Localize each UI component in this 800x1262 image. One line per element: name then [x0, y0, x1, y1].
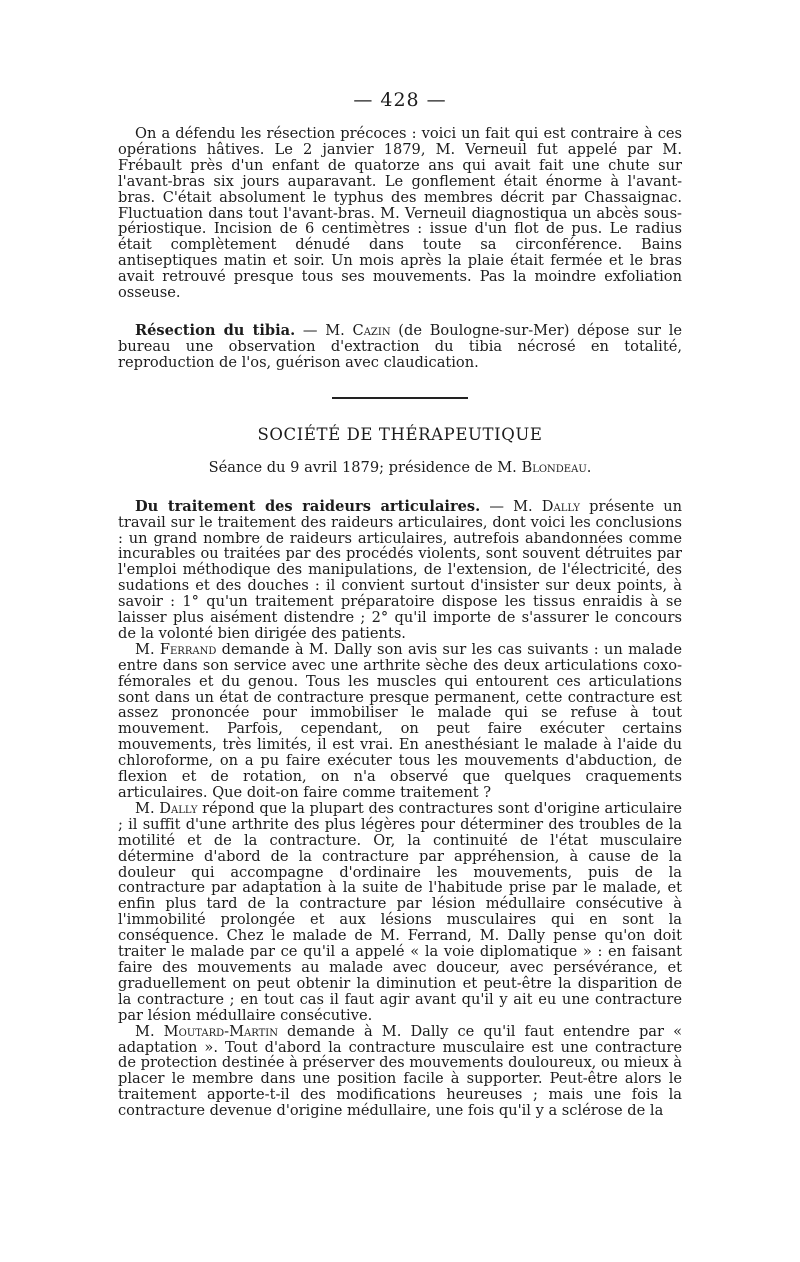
moutard-martin-text: demande à M. Dally ce qu'il faut entendre par « adaptation ». Tout d'abord la contracture musculaire est une contracture de protection destinée à préserver des mouvements douloureux, ou mieux à placer le membre dans une position facile à supporter. Peut-être alors le traitement apporte-t-il des modifications heureuses ; mais une fois la contracture devenue d'origine médullaire, une fois qu'il y a sclérose de la — [118, 1022, 682, 1120]
ferrand-name: Ferrand — [159, 640, 217, 658]
session-line — [118, 459, 682, 477]
dally-reply-prefix: M. — [135, 799, 160, 817]
page-number: — 428 — — [353, 89, 447, 111]
tibia-author-name: Cazin — [352, 321, 391, 339]
stiffness-treatment-paragraph — [118, 499, 682, 642]
tibia-resection-heading: Résection du tibia. — [135, 321, 296, 339]
paragraph-gap — [118, 301, 682, 323]
session-suffix: . — [586, 458, 592, 476]
moutard-martin-paragraph — [118, 1024, 682, 1119]
tibia-resection-text: (de Boulogne-sur-Mer) dépose sur le bureau une observation d'extraction du tibia nécrosé en totalité, reproduction de l'os, guérison avec claudication. — [118, 321, 683, 371]
section-title: SOCIÉTÉ DE THÉRAPEUTIQUE — [257, 424, 543, 444]
book-page — [118, 88, 682, 1119]
tibia-dash: — M. — [295, 321, 353, 339]
dally-reply-name: Dally — [159, 799, 198, 817]
ferrand-prefix: M. — [135, 640, 160, 658]
moutard-prefix: M. — [135, 1022, 164, 1040]
ferrand-question-text: demande à M. Dally son avis sur les cas suivants : un malade entre dans son service avec une arthrite sèche des deux articulations coxo-fémorales et du genou. Tous les muscles qui entourent ces articulations sont dans un état de contracture presque permanent, cette contracture est assez prononcée pour immobiliser le malade qui se refuse à tout mouvement. Parfois, cependant, on peut faire exécuter certains mouvements, très limités, il est vrai. En anesthésiant le malade à l'aide du chloroforme, on a pu faire exécuter tous les mouvements d'abduction, de flexion et de rotation, on n'a observé que quelques craquements articulaires. Que doit-on faire comme traitement ? — [118, 640, 682, 801]
stiffness-treatment-heading: Du traitement des raideurs articulaires. — [135, 497, 481, 515]
session-president: Blondeau — [521, 458, 587, 476]
tibia-resection-paragraph — [118, 323, 682, 371]
dally-name: Dally — [541, 497, 580, 515]
section-divider — [332, 397, 468, 399]
dally-reply-paragraph — [118, 801, 682, 1024]
moutard-martin-name: Moutard-Martin — [163, 1022, 278, 1040]
dally-reply-text: répond que la plupart des contractures sont d'origine articulaire ; il suffit d'une arthrite des plus légères pour déterminer des troubles de la motilité et de la contracture. Or, la continuité de l'état musculaire détermine d'abord de la contracture par appréhension, à cause de la douleur qui accompagne d'ordinaire les mouvements, puis de la contracture par adaptation à la suite de l'habitude prise par le malade, et enfin plus tard de la contracture par lésion médullaire consécutive à l'immobilité prolongée et aux lésions musculaires qui en sont la conséquence. Chez le malade de M. Ferrand, M. Dally pense qu'on doit traiter le malade par ce qu'il a appelé « la voie diplomatique » : en faisant faire des mouvements au malade avec douceur, avec persévérance, et graduellement on peut obtenir la diminution et peut-être la disparition de la contracture ; en tout cas il faut agir avant qu'il y ait eu une contracture par lésion médullaire consécutive. — [118, 799, 682, 1024]
stiffness-treatment-text: présente un travail sur le traitement des raideurs articulaires, dont voici les conclusions : un grand nombre de raideurs articulaires, autrefois abandonnées comme incurables ou traitées par des procédés violents, sont souvent détruites par l'emploi méthodique des manipulations, de l'extension, de l'électricité, des sudations et des douches : il convient surtout d'insister sur deux points, à savoir : 1° qu'un traitement préparatoire dispose les tissus enraidis à se laisser plus aisément distendre ; 2° qu'il importe de s'assurer le concours de la volonté bien dirigée des patients. — [118, 497, 683, 642]
session-prefix: Séance du 9 avril 1879; présidence de M. — [208, 458, 522, 476]
resection-observation-paragraph: On a défendu les résection précoces : voici un fait qui est contraire à ces opérations hâtives. Le 2 janvier 1879, M. Verneuil fut appelé par M. Frébault près d'un enfant de quatorze ans qui avait fait une chute sur l'avant-bras six jours auparavant. Le gonflement était énorme à l'avant-bras. C'était absolument le typhus des membres décrit par Chassaignac. Fluctuation dans tout l'avant-bras. M. Verneuil diagnostiqua un abcès sous-périostique. Incision de 6 centimètres : issue d'un flot de pus. Le radius était complètement dénudé dans toute sa circonférence. Bains antiseptiques matin et soir. Un mois après la plaie était fermée et le bras avait retrouvé presque tous ses mouvements. Pas la moindre exfoliation osseuse. — [118, 125, 682, 302]
stiffness-dash: — M. — [480, 497, 542, 515]
ferrand-question-paragraph — [118, 642, 682, 801]
